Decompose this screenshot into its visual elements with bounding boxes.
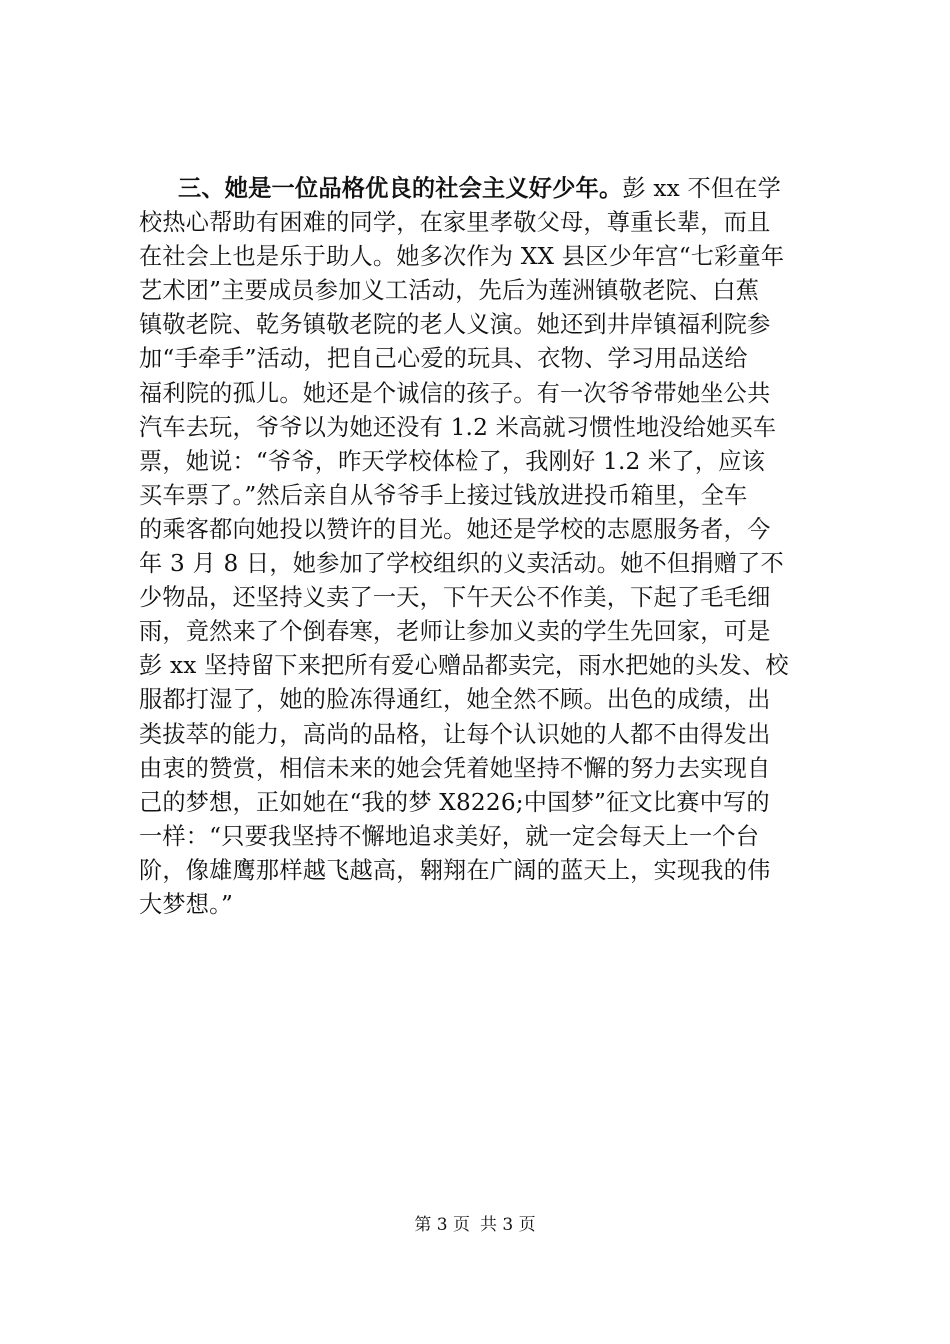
paragraph-line: 雨，竟然来了个倒春寒，老师让参加义卖的学生先回家，可是 xyxy=(139,618,771,646)
paragraph-line: 少物品，还坚持义卖了一天，下午天公不作美，下起了毛毛细 xyxy=(139,584,771,612)
paragraph-line: 由衷的赞赏，相信未来的她会凭着她坚持不懈的努力去实现自 xyxy=(139,754,771,782)
paragraph-line-text: 彭 xx 不但在学 xyxy=(622,175,782,202)
paragraph-line: 服都打湿了，她的脸冻得通红，她全然不顾。出色的成绩，出 xyxy=(139,686,771,714)
paragraph-line: 在社会上也是乐于助人。她多次作为 XX 县区少年宫“七彩童年 xyxy=(139,243,785,271)
paragraph-line: 阶，像雄鹰那样越飞越高，翱翔在广阔的蓝天上，实现我的伟 xyxy=(139,856,771,884)
paragraph-line: 加“手牵手”活动，把自己心爱的玩具、衣物、学习用品送给 xyxy=(139,345,748,373)
paragraph-line: 福利院的孤儿。她还是个诚信的孩子。有一次爷爷带她坐公共 xyxy=(139,379,771,407)
paragraph-line: 票，她说：“爷爷，昨天学校体检了，我刚好 1.2 米了，应该 xyxy=(139,447,765,475)
paragraph-line xyxy=(139,172,819,206)
paragraph-line: 己的梦想，正如她在“我的梦 X8226;中国梦”征文比赛中写的 xyxy=(139,788,770,816)
paragraph-line: 校热心帮助有困难的同学，在家里孝敬父母，尊重长辈，而且 xyxy=(139,209,771,237)
paragraph-line: 彭 xx 坚持留下来把所有爱心赠品都卖完，雨水把她的头发、校 xyxy=(139,652,789,680)
section-heading: 三、她是一位品格优良的社会主义好少年。 xyxy=(178,175,623,202)
paragraph-line: 艺术团”主要成员参加义工活动，先后为莲洲镇敬老院、白蕉 xyxy=(139,277,760,305)
page-footer xyxy=(0,1214,950,1236)
paragraph-line: 一样：“只要我坚持不懈地追求美好，就一定会每天上一个台 xyxy=(139,822,760,850)
paragraph-line: 类拔萃的能力，高尚的品格，让每个认识她的人都不由得发出 xyxy=(139,720,771,748)
paragraph-line: 汽车去玩，爷爷以为她还没有 1.2 米高就习惯性地没给她买车 xyxy=(139,413,777,441)
paragraph-line: 镇敬老院、乾务镇敬老院的老人义演。她还到井岸镇福利院参 xyxy=(139,311,771,339)
page-number-total: 共 3 页 xyxy=(480,1215,536,1235)
paragraph-line: 年 3 月 8 日，她参加了学校组织的义卖活动。她不但捐赠了不 xyxy=(139,550,784,578)
paragraph-line: 买车票了。”然后亲自从爷爷手上接过钱放进投币箱里，全车 xyxy=(139,481,748,509)
body-paragraph xyxy=(139,172,819,922)
paragraph-line: 大梦想。” xyxy=(139,890,234,918)
paragraph-line: 的乘客都向她投以赞许的目光。她还是学校的志愿服务者，今 xyxy=(139,515,771,543)
page-number-current: 第 3 页 xyxy=(414,1215,470,1235)
